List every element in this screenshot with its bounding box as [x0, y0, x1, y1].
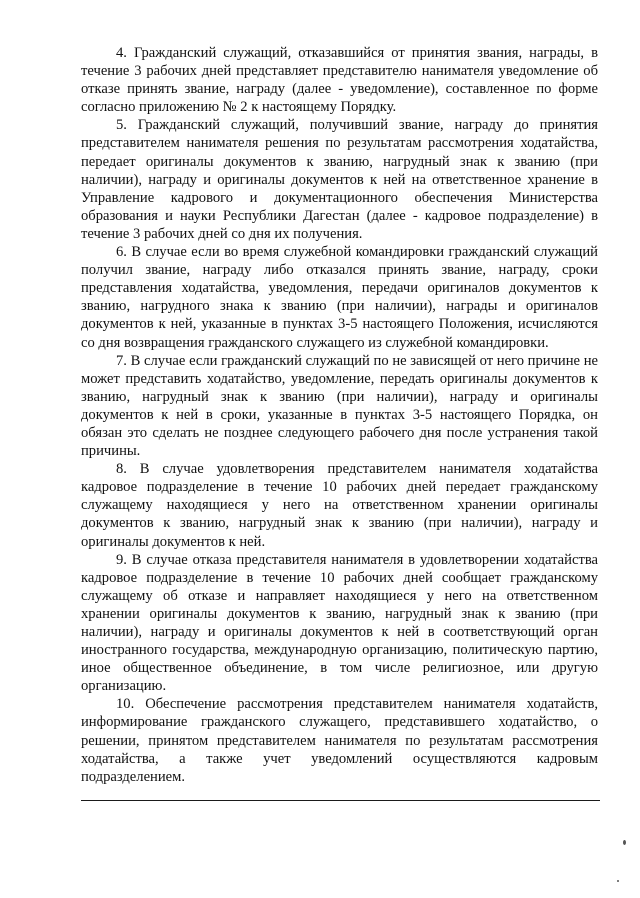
paragraph-6: 6. В случае если во время служебной командировки гражданский служащий получил звание, награду либо отказался принять звание, награду, сроки представления ходатайства, уведомления, передачи оригиналов документов к званию, нагрудного знака к званию (при наличии), награды и оригиналов документов к ней, указанные в пунктах 3-5 настоящего Положения, исчисляются со дня возвращения гражданского служащего из служебной командировки. [81, 244, 598, 351]
paragraph-8: 8. В случае удовлетворения представителем нанимателя ходатайства кадровое подразделение в течение 10 рабочих дней передает гражданскому служащему находящиеся у него на ответственном хранении оригиналы документов к званию, нагрудный знак к званию (при наличии), награду и оригиналы документов к ней. [81, 461, 598, 550]
paragraph-10: 10. Обеспечение рассмотрения представителем нанимателя ходатайств, информирование гражданского служащего, представившего ходатайство, о решении, принятом представителем нанимателя по результатам рассмотрения ходатайства, а также учет уведомлений осуществляются кадровым подразделением. [81, 696, 598, 785]
paragraph-5: 5. Гражданский служащий, получивший звание, награду до принятия представителем нанимателя решения по результатам рассмотрения ходатайства, передает оригиналы документов к званию, нагрудный знак к званию (при наличии), награду и оригиналы документов к ней на ответственное хранение в Управление кадрового и документационного обеспечения Министерства образования и науки Республики Дагестан (далее - кадровое подразделение) в течение 3 рабочих дней со дня их получения. [81, 117, 598, 242]
footer-rule [81, 800, 600, 801]
document-body [81, 44, 598, 786]
scan-speck [617, 880, 619, 882]
paragraph-7: 7. В случае если гражданский служащий по не зависящей от него причине не может представить ходатайство, уведомление, передать оригиналы документов к званию, нагрудный знак к званию (при наличии), награду и оригиналы документов к ней в сроки, указанные в пунктах 3-5 настоящего Порядка, он обязан это сделать не позднее следующего рабочего дня после устранения такой причины. [81, 352, 598, 460]
paragraph-9: 9. В случае отказа представителя нанимателя в удовлетворении ходатайства кадровое подразделение в течение 10 рабочих дней сообщает гражданскому служащему об отказе и направляет находящиеся у него на ответственном хранении оригиналы документов к званию, нагрудный знак к званию (при наличии), награду и оригиналы документов к ней в соответствующий орган иностранного государства, международную организацию, политическую партию, иное общественное объединение, в том числе религиозное, или другую организацию. [81, 551, 598, 695]
paragraph-4: 4. Гражданский служащий, отказавшийся от принятия звания, награды, в течение 3 рабочих дней представляет представителю нанимателя уведомление об отказе принять звание, награду (далее - уведомление), составленное по форме согласно приложению № 2 к настоящему Порядку. [81, 45, 598, 116]
scan-speck [623, 840, 626, 845]
